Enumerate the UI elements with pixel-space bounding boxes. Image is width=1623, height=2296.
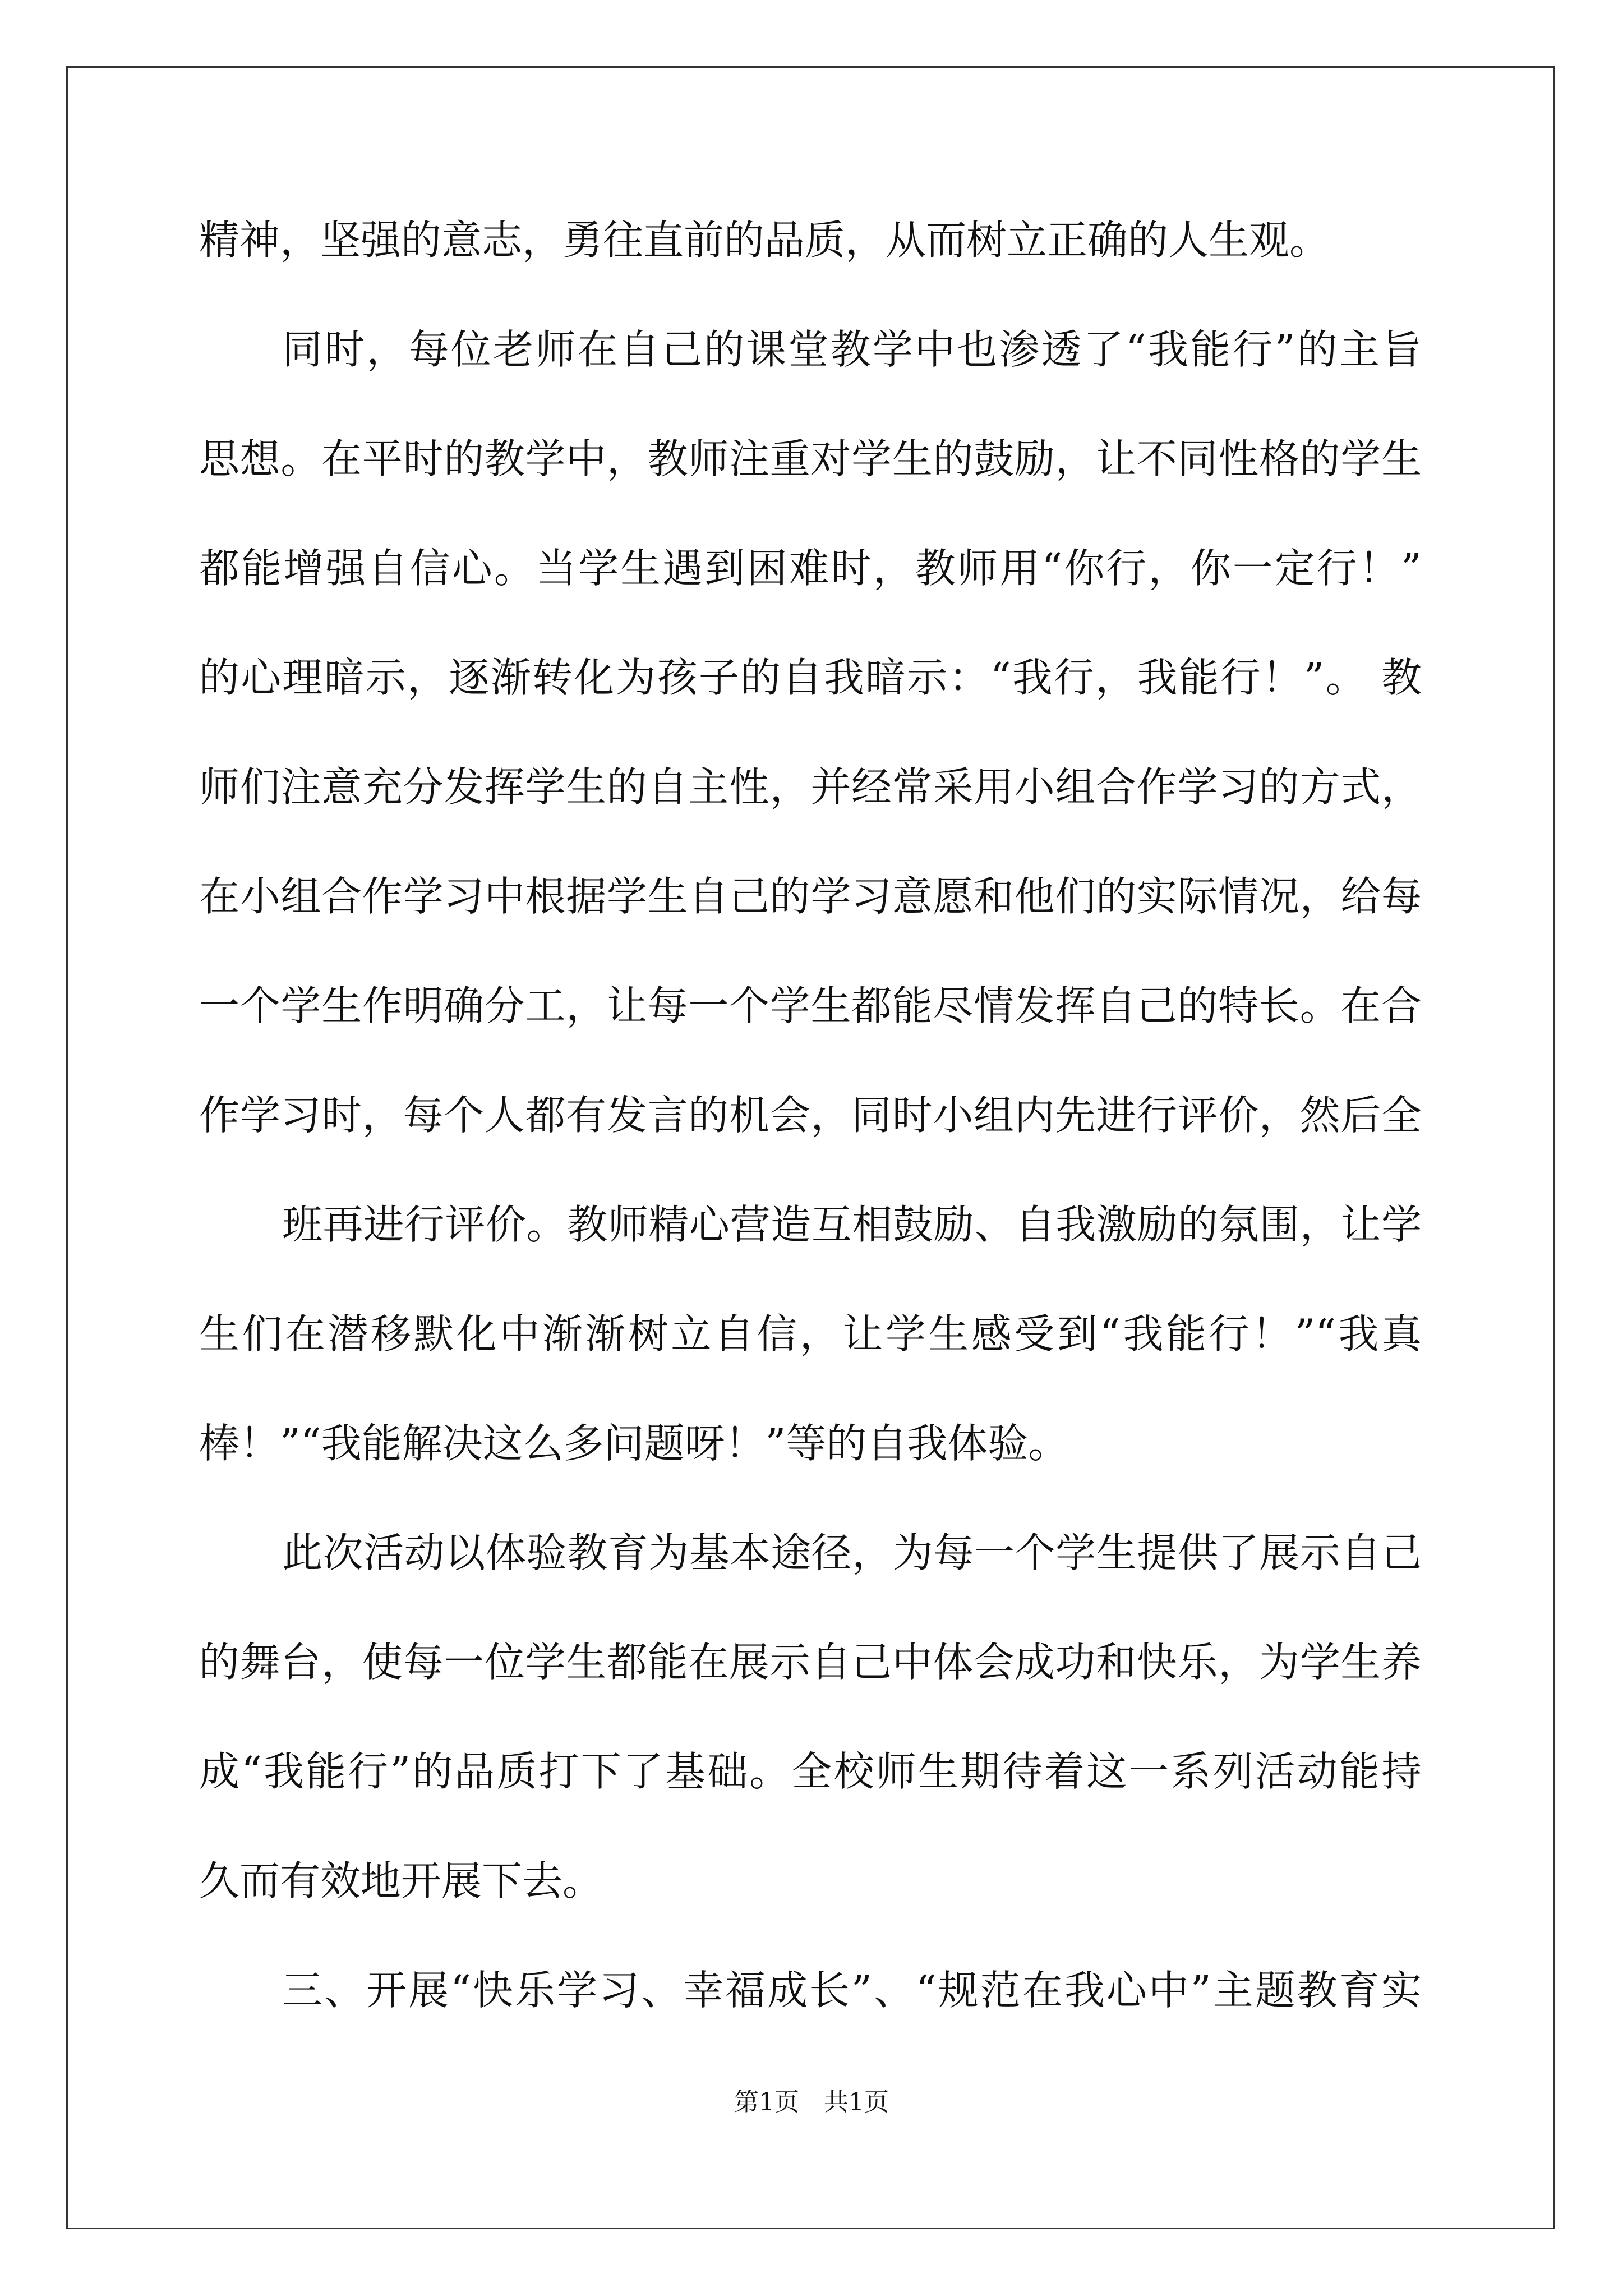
text-line: 同时，每位老师在自己的课堂教学中也渗透了“我能行”的主旨 (282, 326, 1422, 373)
text-line: 一个学生作明确分工，让每一个学生都能尽情发挥自己的特长。在合 (199, 982, 1422, 1029)
text-line: 思想。在平时的教学中，教师注重对学生的鼓励，让不同性格的学生 (199, 435, 1422, 482)
text-line: 此次活动以体验教育为基本途径，为每一个学生提供了展示自己 (282, 1529, 1422, 1576)
text-line: 都能增强自信心。当学生遇到困难时，教师用“你行，你一定行！” (199, 545, 1422, 592)
text-line: 生们在潜移默化中渐渐树立自信，让学生感受到“我能行！”“我真 (199, 1310, 1422, 1358)
page-number-footer: 第1页 共1页 (734, 2088, 889, 2116)
text-line: 精神，坚强的意志，勇往直前的品质，从而树立正确的人生观。 (199, 217, 1330, 264)
text-line: 的舞台，使每一位学生都能在展示自己中体会成功和快乐，为学生养 (199, 1639, 1422, 1686)
text-line: 师们注意充分发挥学生的自主性，并经常采用小组合作学习的方式， (199, 763, 1422, 811)
text-line: 在小组合作学习中根据学生自己的学习意愿和他们的实际情况，给每 (199, 873, 1422, 920)
text-line: 成“我能行”的品质打下了基础。全校师生期待着这一系列活动能持 (199, 1748, 1422, 1795)
text-line: 棒！”“我能解决这么多问题呀！”等的自我体验。 (199, 1420, 1069, 1467)
text-line: 的心理暗示，逐渐转化为孩子的自我暗示：“我行，我能行！”。 教 (199, 654, 1422, 701)
text-line: 作学习时，每个人都有发言的机会，同时小组内先进行评价，然后全 (199, 1092, 1422, 1139)
text-line: 久而有效地开展下去。 (199, 1857, 603, 1904)
text-line: 班再进行评价。教师精心营造互相鼓励、自我激励的氛围，让学 (282, 1201, 1422, 1248)
text-line: 三、开展“快乐学习、幸福成长”、“规范在我心中”主题教育实 (282, 1967, 1422, 2014)
